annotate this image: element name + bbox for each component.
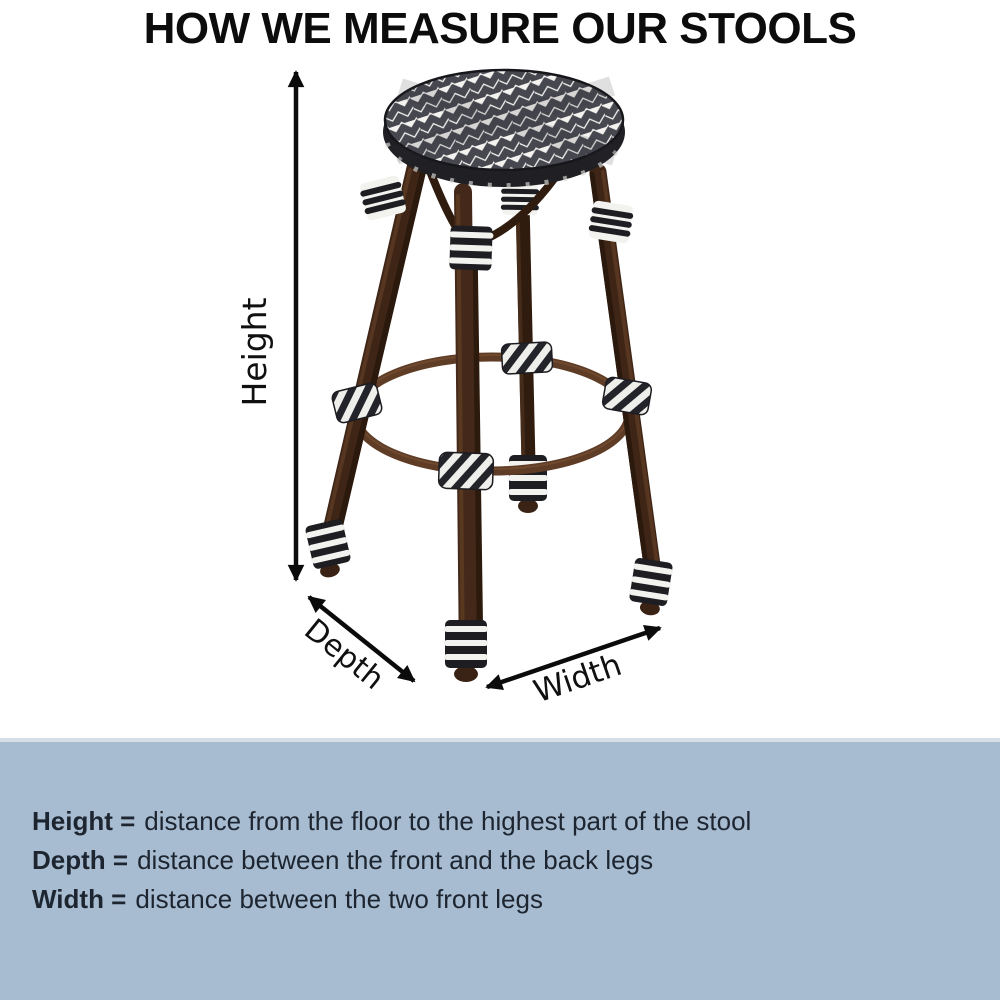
legend-definition: distance from the floor to the highest part of the stool: [144, 806, 752, 836]
leg-foot: [444, 620, 488, 682]
height-label: Height: [235, 297, 274, 407]
legend-term: Width =: [32, 884, 127, 914]
legend-term: Depth =: [32, 845, 129, 875]
leg-wrap: [587, 200, 634, 244]
depth-label: Depth: [297, 612, 391, 697]
page-title: HOW WE MEASURE OUR STOOLS: [143, 4, 857, 53]
stool-seat: [383, 70, 625, 187]
leg-foot: [626, 557, 674, 618]
stool-photo: [304, 70, 675, 682]
stool-leg-front: [444, 192, 494, 682]
width-label: Width: [529, 646, 627, 711]
leg-wrap: [448, 225, 494, 271]
legend-row-height: [32, 802, 970, 841]
footrest-ring-highlight: [355, 355, 629, 469]
legend-definition: distance between the front and the back legs: [137, 845, 654, 875]
legend-term: Height =: [32, 806, 136, 836]
legend-definition: distance between the two front legs: [135, 884, 543, 914]
leg-foot: [304, 518, 355, 581]
footrest-ring: [355, 357, 629, 471]
legend-row-width: [32, 880, 970, 919]
legend-row-depth: [32, 841, 970, 880]
measurement-legend: [0, 738, 1000, 1000]
